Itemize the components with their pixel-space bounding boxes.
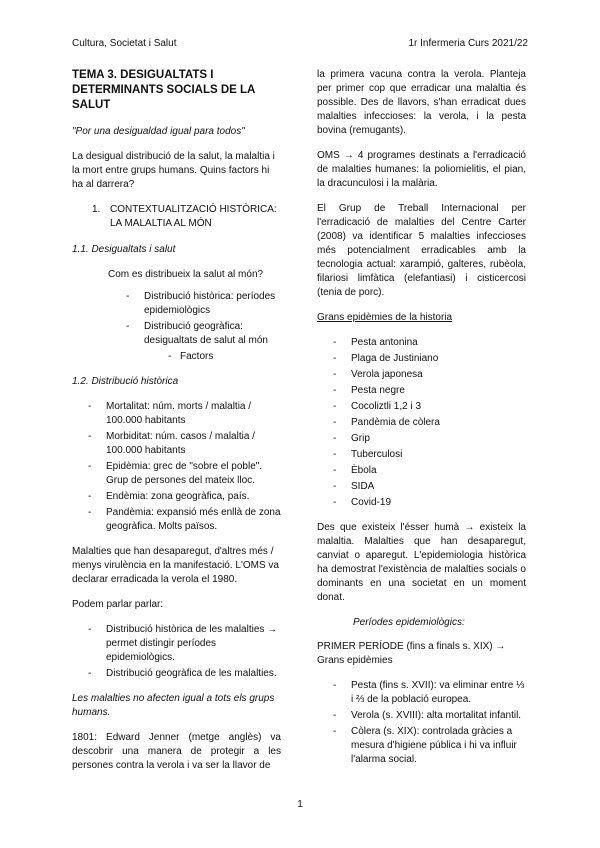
paragraph: OMS → 4 programes destinats a l'erradicació de malalties humanes: la poliomielitis, el pian, la dracunculosi i la malària. [317, 150, 526, 189]
list-item: - Mortalitat: núm. morts / malaltia / 100.000 habitants [72, 400, 281, 428]
list-item: - Epidèmia: grec de "sobre el poble". Grup de persones del mateix lloc. [72, 460, 281, 488]
paragraph: El Grup de Treball Internacional per l'erradicació de malalties del Centre Carter (2008) va identificar 5 malalties infeccioses més potencialment erradicables amb la tecnologia actual: xarampió, galteres, rubèola, filariosi limfàtica (elefantiasi) i cisticercosi (tenia de porc). [317, 203, 526, 298]
list-item: - Tuberculosi [317, 448, 526, 462]
right-column [317, 68, 526, 778]
list-item: - Plaga de Justiniano [317, 352, 526, 366]
paragraph: Malalties que han desaparegut, d'altres més / menys virulència en la manifestació. L'OMS va declarar erradicada la verola el 1980. [72, 546, 279, 585]
intro-paragraph: La desigual distribució de la salut, la malaltia i la mort entre grups humans. Quins factors hi ha al darrera? [72, 151, 275, 190]
paragraph: Des que existeix l'ésser humà → existeix la malaltia. Malalties que han desaparegut, canviat o aparegut. L'epidemiologia històrica ha demostrat l'existència de malalties socials o dominants en una societat en un moment donat. [317, 522, 526, 603]
list-item: - Verola japonesa [317, 368, 526, 382]
list-item: - Pandèmia de còlera [317, 416, 526, 430]
list-item: - Pesta (fins s. XVII): va eliminar entre ⅓ i ⅔ de la població europea. [317, 679, 526, 707]
left-column [72, 68, 281, 784]
list-item: - Factors [72, 350, 281, 364]
list-item: - Còlera (s. XIX): controlada gràcies a mesura d'higiene pública i hi va influir l'alarma social. [317, 725, 526, 767]
paragraph: Les malalties no afecten igual a tots els grups humans. [72, 693, 275, 718]
section-heading [92, 203, 281, 231]
section-number: 1. [92, 204, 101, 215]
list-item: - Cocoliztli 1,2 i 3 [317, 400, 526, 414]
list-item: - Endèmia: zona geogràfica, país. [72, 490, 281, 504]
list-item: - Verola (s. XVIII): alta mortalitat infantil. [317, 709, 526, 723]
list-item: - Covid-19 [317, 496, 526, 510]
podem-list [72, 623, 281, 681]
header-course: Cultura, Societat i Salut [72, 38, 177, 49]
list-item: - SIDA [317, 480, 526, 494]
section-title: CONTEXTUALITZACIÓ HISTÒRICA: LA MALALTIA AL MÓN [110, 204, 277, 229]
list-item: - Distribució geogràfica: desigualtats de salut al món [72, 320, 281, 348]
list-item: - Distribució històrica de les malalties → permet distingir períodes epidemiològics. [72, 623, 281, 665]
subsection-heading: 1.2. Distribució històrica [72, 376, 179, 387]
epidemics-list [317, 336, 526, 510]
list-item: - Distribució geogràfica de les malalties. [72, 667, 281, 681]
list-item: - Èbola [317, 464, 526, 478]
page-title: TEMA 3. DESIGUALTATS I DETERMINANTS SOCIALS DE LA SALUT [72, 69, 255, 111]
question: Com es distribueix la salut al món? [108, 269, 264, 280]
quote: "Por una desigualdad igual para todos" [72, 126, 245, 137]
list-item: - Grip [317, 432, 526, 446]
list-item: - Pesta negre [317, 384, 526, 398]
distribution-list [72, 290, 281, 364]
paragraph: la primera vacuna contra la verola. Planteja per primer cop que erradicar una malaltia és possible. Des de llavors, s'han erradicat dues malalties infeccioses: la verola, i la pesta bovina (remugants). [317, 69, 526, 136]
list-item: - Pandèmia: expansió més enllà de zona geogràfica. Molts països. [72, 506, 281, 534]
definitions-list [72, 400, 281, 534]
epidemics-heading: Grans epidèmies de la historia [317, 312, 453, 323]
subsection-heading: 1.1. Desigualtats i salut [72, 244, 176, 255]
list-item: - Pesta antonina [317, 336, 526, 350]
header-year: 1r Infermeria Curs 2021/22 [408, 38, 528, 49]
list-item: - Distribució històrica: períodes epidemiològics [72, 290, 281, 318]
list-item: - Morbiditat: núm. casos / malaltia / 100.000 habitants [72, 430, 281, 458]
first-period-list [317, 679, 526, 767]
periods-heading: Períodes epidemiològics: [353, 617, 465, 628]
first-period-heading: PRIMER PERÍODE (fins a finals s. XIX) → Grans epidèmies [317, 641, 506, 666]
page-number: 1 [297, 799, 303, 810]
paragraph: 1801: Edward Jenner (metge anglès) va descobrir una manera de protegir a les persones contra la verola i va ser la llavor de [72, 732, 281, 771]
paragraph: Podem parlar parlar: [72, 599, 164, 610]
